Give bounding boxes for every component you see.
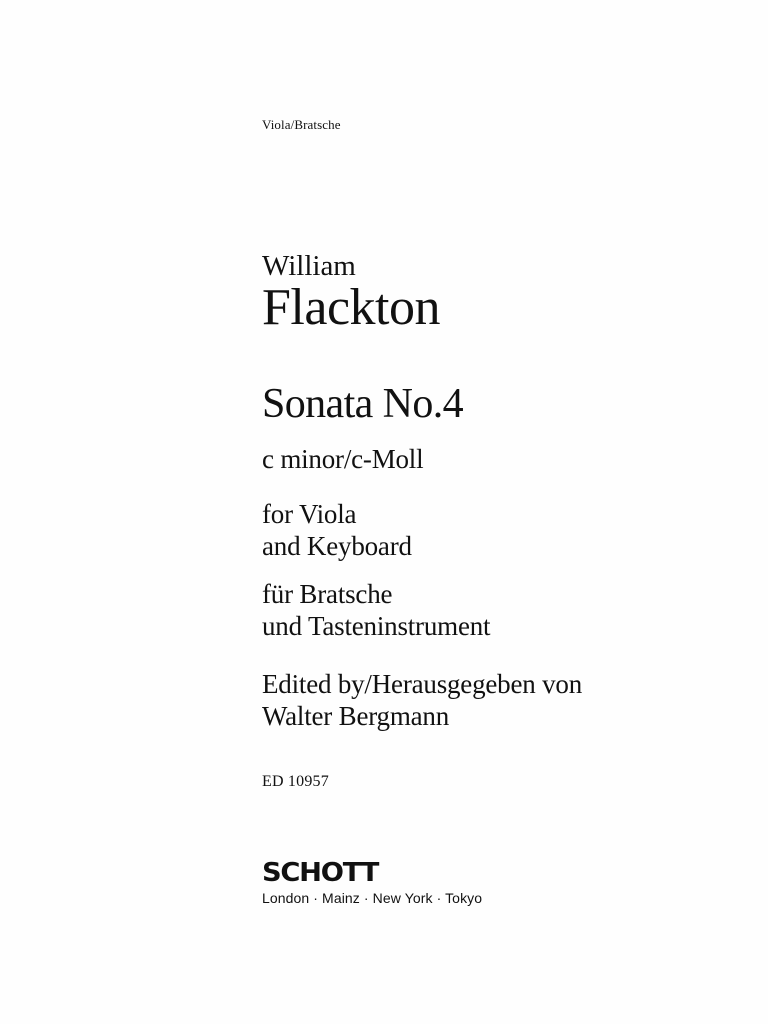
composer-first-name: William [262,250,356,282]
publisher-cities: London · Mainz · New York · Tokyo [262,890,483,906]
work-key: c minor/c-Moll [262,444,424,474]
work-title: Sonata No.4 [262,381,464,427]
publisher-logo: SCHOTT [262,858,379,888]
composer-last-name: Flackton [262,279,440,336]
scoring-english-line-2: and Keyboard [262,531,412,561]
scoring-english-line-1: for Viola [262,499,357,529]
edition-number: ED 10957 [262,773,329,790]
scoring-german-line-2: und Tasteninstrument [262,611,491,641]
scoring-german-line-1: für Bratsche [262,579,393,609]
scoring-german [262,578,490,642]
editor-credit-label: Edited by/Herausgegeben von [262,669,582,699]
instrument-tag: Viola/Bratsche [262,117,341,132]
scoring-english [262,498,412,562]
editor-name: Walter Bergmann [262,701,450,731]
editor-credit [262,668,582,732]
